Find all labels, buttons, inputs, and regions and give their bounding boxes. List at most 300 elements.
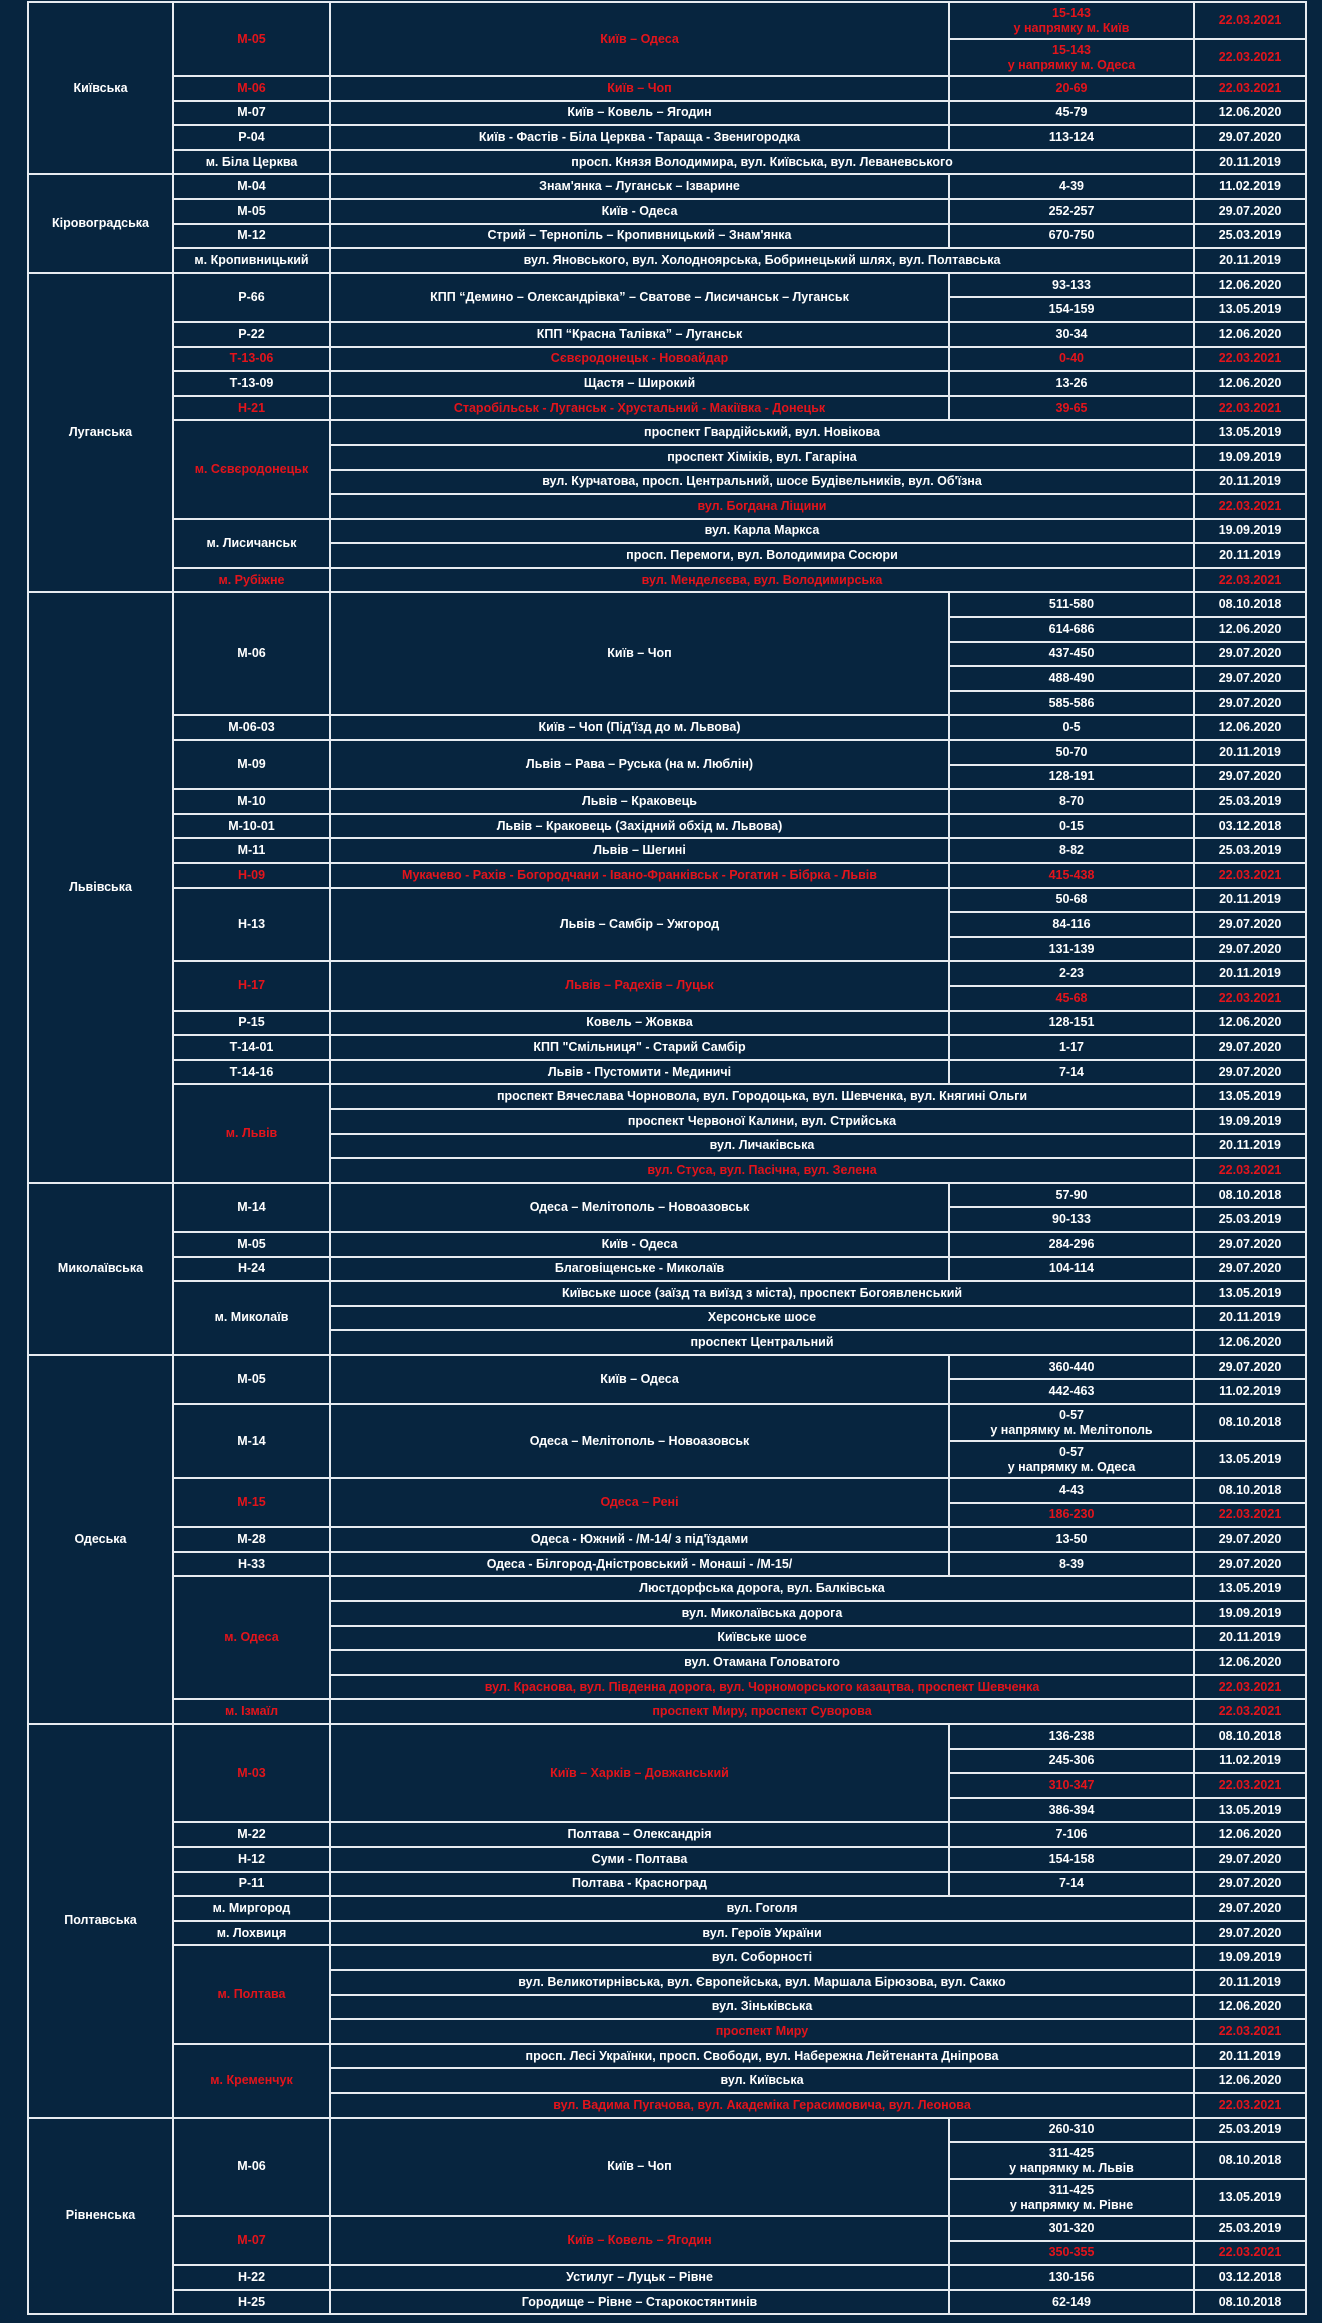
road-code-cell: М-14 — [173, 1404, 330, 1478]
km-range: 136-238 — [1048, 1728, 1095, 1743]
table-row — [28, 838, 1306, 863]
km-range: 0-57 — [1058, 1444, 1085, 1459]
date-cell: 20.11.2019 — [1194, 888, 1306, 913]
date-cell: 13.05.2019 — [1194, 420, 1306, 445]
region-cell: Полтавська — [28, 1724, 173, 2118]
table-row — [28, 2044, 1306, 2069]
km-range: 0-5 — [1062, 720, 1081, 735]
km-range: 57-90 — [1055, 1187, 1088, 1202]
date-cell: 11.02.2019 — [1194, 174, 1306, 199]
km-range: 13-50 — [1055, 1532, 1088, 1547]
date-cell: 29.07.2020 — [1194, 1921, 1306, 1946]
table-row — [28, 76, 1306, 101]
date-cell: 13.05.2019 — [1194, 1281, 1306, 1306]
streets-cell: проспект Вячеслава Чорновола, вул. Городоцька, вул. Шевченка, вул. Княгині Ольги — [330, 1084, 1194, 1109]
date-cell: 29.07.2020 — [1194, 1257, 1306, 1282]
date-cell: 12.06.2020 — [1194, 715, 1306, 740]
km-range-cell — [949, 125, 1194, 150]
road-name-cell: Київ – Ковель – Ягодин — [330, 2216, 949, 2265]
road-name-cell: Львів – Краковець — [330, 789, 949, 814]
km-range-cell — [949, 1822, 1194, 1847]
date-cell: 29.07.2020 — [1194, 691, 1306, 716]
road-name-cell: Львів – Шегині — [330, 838, 949, 863]
road-code-cell: М-10-01 — [173, 814, 330, 839]
road-name-cell: Львів - Пустомити - Мединичі — [330, 1060, 949, 1085]
date-cell: 20.11.2019 — [1194, 740, 1306, 765]
road-code-cell: М-05 — [173, 2, 330, 76]
km-range: 131-139 — [1048, 941, 1095, 956]
km-range: 260-310 — [1048, 2122, 1095, 2137]
road-code-cell: Т-13-09 — [173, 371, 330, 396]
road-code-cell: Н-24 — [173, 1257, 330, 1282]
km-range-cell — [949, 937, 1194, 962]
km-range-cell — [949, 2, 1194, 39]
km-range: 0-40 — [1058, 351, 1085, 366]
direction-note: у напрямку м. Рівне — [1009, 2197, 1134, 2212]
streets-cell: вул. Богдана Ліщини — [330, 494, 1194, 519]
region-cell: Луганська — [28, 273, 173, 593]
km-range-cell — [949, 347, 1194, 372]
date-cell: 12.06.2020 — [1194, 101, 1306, 126]
km-range: 90-133 — [1052, 1212, 1091, 1227]
table-row — [28, 396, 1306, 421]
table-row — [28, 789, 1306, 814]
date-cell: 22.03.2021 — [1194, 396, 1306, 421]
km-range-cell — [949, 691, 1194, 716]
km-range-cell — [949, 297, 1194, 322]
date-cell: 20.11.2019 — [1194, 1134, 1306, 1159]
date-cell: 22.03.2021 — [1194, 2019, 1306, 2044]
date-cell: 22.03.2021 — [1194, 1158, 1306, 1183]
road-code-cell: М-07 — [173, 101, 330, 126]
km-range-cell — [949, 174, 1194, 199]
region-cell: Кіровоградська — [28, 174, 173, 272]
road-code-cell: М-04 — [173, 174, 330, 199]
km-range: 104-114 — [1048, 1261, 1095, 1276]
date-cell: 29.07.2020 — [1194, 1060, 1306, 1085]
date-cell: 13.05.2019 — [1194, 1798, 1306, 1823]
date-cell: 22.03.2021 — [1194, 347, 1306, 372]
road-code-cell: Н-13 — [173, 888, 330, 962]
table-row — [28, 814, 1306, 839]
km-range: 284-296 — [1048, 1236, 1095, 1251]
table-row — [28, 1404, 1306, 1441]
road-code-cell: М-06 — [173, 592, 330, 715]
km-range: 154-159 — [1048, 302, 1095, 317]
city-cell: м. Рубіжне — [173, 568, 330, 593]
table-row — [28, 1011, 1306, 1036]
km-range-cell — [949, 1232, 1194, 1257]
km-range: 8-82 — [1058, 843, 1085, 858]
table-row — [28, 592, 1306, 617]
streets-cell: вул. Гоголя — [330, 1896, 1194, 1921]
km-range-cell — [949, 666, 1194, 691]
date-cell: 13.05.2019 — [1194, 1084, 1306, 1109]
km-range-cell — [949, 912, 1194, 937]
table-row — [28, 1060, 1306, 1085]
direction-note: у напрямку м. Мелітополь — [990, 1422, 1153, 1437]
streets-cell: Херсонське шосе — [330, 1306, 1194, 1331]
date-cell: 29.07.2020 — [1194, 642, 1306, 667]
road-name-cell: Одеса - Южний - /М-14/ з під'їздами — [330, 1527, 949, 1552]
city-cell: м. Лисичанськ — [173, 519, 330, 568]
date-cell: 13.05.2019 — [1194, 1441, 1306, 1478]
streets-cell: вул. Яновського, вул. Холодноярська, Бобринецький шлях, вул. Полтавська — [330, 248, 1194, 273]
km-range-cell — [949, 1552, 1194, 1577]
date-cell: 29.07.2020 — [1194, 765, 1306, 790]
date-cell: 29.07.2020 — [1194, 1232, 1306, 1257]
km-range: 154-158 — [1048, 1851, 1095, 1866]
km-range: 39-65 — [1055, 400, 1088, 415]
region-cell: Рівненська — [28, 2118, 173, 2315]
date-cell: 19.09.2019 — [1194, 1945, 1306, 1970]
km-range: 360-440 — [1048, 1359, 1095, 1374]
km-range: 245-306 — [1048, 1753, 1095, 1768]
region-cell: Київська — [28, 2, 173, 174]
table-row — [28, 1183, 1306, 1208]
km-range-cell — [949, 1773, 1194, 1798]
km-range-cell — [949, 1183, 1194, 1208]
km-range-cell — [949, 322, 1194, 347]
km-range-cell — [949, 1355, 1194, 1380]
km-range: 15-143 — [1052, 42, 1091, 57]
road-name-cell: Одеса – Мелітополь – Новоазовськ — [330, 1183, 949, 1232]
table-row — [28, 248, 1306, 273]
road-code-cell: Т-13-06 — [173, 347, 330, 372]
road-code-cell: Р-66 — [173, 273, 330, 322]
km-range: 442-463 — [1048, 1384, 1095, 1399]
road-code-cell: М-12 — [173, 224, 330, 249]
streets-cell: вул. Київська — [330, 2068, 1194, 2093]
km-range: 50-70 — [1055, 744, 1088, 759]
km-range: 311-425 — [1048, 2182, 1095, 2197]
table-row — [28, 715, 1306, 740]
city-cell: м. Кременчук — [173, 2044, 330, 2118]
table-row — [28, 1945, 1306, 1970]
table-row — [28, 1232, 1306, 1257]
date-cell: 29.07.2020 — [1194, 1847, 1306, 1872]
road-code-cell: М-07 — [173, 2216, 330, 2265]
km-range: 614-686 — [1048, 621, 1095, 636]
km-range-cell — [949, 838, 1194, 863]
date-cell: 22.03.2021 — [1194, 986, 1306, 1011]
date-cell: 20.11.2019 — [1194, 1306, 1306, 1331]
city-cell: м. Миколаїв — [173, 1281, 330, 1355]
road-code-cell: Р-11 — [173, 1872, 330, 1897]
km-range-cell — [949, 2216, 1194, 2241]
date-cell: 20.11.2019 — [1194, 150, 1306, 175]
km-range: 93-133 — [1052, 277, 1091, 292]
road-name-cell: Полтава – Олександрія — [330, 1822, 949, 1847]
table-row — [28, 863, 1306, 888]
table-row — [28, 347, 1306, 372]
region-cell: Одеська — [28, 1355, 173, 1724]
km-range-cell — [949, 2265, 1194, 2290]
region-cell: Миколаївська — [28, 1183, 173, 1355]
date-cell: 29.07.2020 — [1194, 125, 1306, 150]
city-cell: м. Миргород — [173, 1896, 330, 1921]
date-cell: 19.09.2019 — [1194, 445, 1306, 470]
km-range: 15-143 — [1052, 5, 1091, 20]
km-range-cell — [949, 1441, 1194, 1478]
km-range-cell — [949, 1503, 1194, 1528]
km-range-cell — [949, 715, 1194, 740]
km-range-cell — [949, 76, 1194, 101]
road-name-cell: Устилуг – Луцьк – Рівне — [330, 2265, 949, 2290]
date-cell: 20.11.2019 — [1194, 470, 1306, 495]
km-range-cell — [949, 592, 1194, 617]
table-row — [28, 1257, 1306, 1282]
date-cell: 25.03.2019 — [1194, 2118, 1306, 2143]
streets-cell: вул. Героїв України — [330, 1921, 1194, 1946]
km-range-cell — [949, 1847, 1194, 1872]
streets-cell: просп. Князя Володимира, вул. Київська, вул. Леваневського — [330, 150, 1194, 175]
date-cell: 20.11.2019 — [1194, 248, 1306, 273]
km-range-cell — [949, 1060, 1194, 1085]
km-range: 50-68 — [1055, 892, 1088, 907]
km-range: 13-26 — [1055, 375, 1088, 390]
road-code-cell: М-03 — [173, 1724, 330, 1822]
km-range: 386-394 — [1048, 1802, 1095, 1817]
km-range: 8-39 — [1058, 1556, 1085, 1571]
date-cell: 13.05.2019 — [1194, 297, 1306, 322]
date-cell: 22.03.2021 — [1194, 1675, 1306, 1700]
streets-cell: Київське шосе (заїзд та виїзд з міста), проспект Богоявленський — [330, 1281, 1194, 1306]
city-cell: м. Біла Церква — [173, 150, 330, 175]
road-name-cell: КПП “Демино – Олександрівка” – Сватове – Лисичанськ – Луганськ — [330, 273, 949, 322]
table-row — [28, 1724, 1306, 1749]
road-name-cell: Київ – Одеса — [330, 2, 949, 76]
date-cell: 25.03.2019 — [1194, 838, 1306, 863]
road-code-cell: Н-09 — [173, 863, 330, 888]
date-cell: 22.03.2021 — [1194, 2093, 1306, 2118]
road-name-cell: Київ – Чоп (Під'їзд до м. Львова) — [330, 715, 949, 740]
road-code-cell: М-06-03 — [173, 715, 330, 740]
km-range-cell — [949, 789, 1194, 814]
city-cell: м. Сєвєродонецьк — [173, 420, 330, 518]
road-code-cell: М-05 — [173, 1355, 330, 1404]
road-code-cell: М-05 — [173, 1232, 330, 1257]
date-cell: 11.02.2019 — [1194, 1379, 1306, 1404]
road-code-cell: М-05 — [173, 199, 330, 224]
date-cell: 03.12.2018 — [1194, 2265, 1306, 2290]
table-row — [28, 1847, 1306, 1872]
table-row — [28, 2265, 1306, 2290]
km-range-cell — [949, 765, 1194, 790]
km-range: 7-14 — [1058, 1064, 1085, 1079]
streets-cell: проспект Миру — [330, 2019, 1194, 2044]
road-name-cell: Львів – Радехів – Луцьк — [330, 961, 949, 1010]
table-row — [28, 1527, 1306, 1552]
table-row — [28, 888, 1306, 913]
date-cell: 22.03.2021 — [1194, 76, 1306, 101]
road-code-cell: М-15 — [173, 1478, 330, 1527]
km-range-cell — [949, 1207, 1194, 1232]
road-name-cell: КПП "Смільниця" - Старий Самбір — [330, 1035, 949, 1060]
road-name-cell: Щастя – Широкий — [330, 371, 949, 396]
streets-cell: вул. Соборності — [330, 1945, 1194, 1970]
road-name-cell: Одеса – Мелітополь – Новоазовськ — [330, 1404, 949, 1478]
road-name-cell: Київ - Фастів - Біла Церква - Тараща - Звенигородка — [330, 125, 949, 150]
date-cell: 08.10.2018 — [1194, 592, 1306, 617]
table-row — [28, 1084, 1306, 1109]
streets-cell: вул. Великотирнівська, вул. Європейська, вул. Маршала Бірюзова, вул. Сакко — [330, 1970, 1194, 1995]
km-range-cell — [949, 1798, 1194, 1823]
table-row — [28, 224, 1306, 249]
table-row — [28, 740, 1306, 765]
km-range: 415-438 — [1048, 867, 1095, 882]
date-cell: 12.06.2020 — [1194, 1995, 1306, 2020]
km-range-cell — [949, 1011, 1194, 1036]
table-row — [28, 2118, 1306, 2143]
km-range: 0-15 — [1058, 818, 1085, 833]
km-range-cell — [949, 1379, 1194, 1404]
date-cell: 08.10.2018 — [1194, 2142, 1306, 2179]
date-cell: 19.09.2019 — [1194, 1109, 1306, 1134]
date-cell: 29.07.2020 — [1194, 1035, 1306, 1060]
date-cell: 12.06.2020 — [1194, 1011, 1306, 1036]
road-name-cell: Київ – Чоп — [330, 76, 949, 101]
km-range-cell — [949, 1478, 1194, 1503]
road-code-cell: Р-15 — [173, 1011, 330, 1036]
road-code-cell: Н-33 — [173, 1552, 330, 1577]
date-cell: 13.05.2019 — [1194, 1576, 1306, 1601]
km-range: 8-70 — [1058, 794, 1085, 809]
table-row — [28, 1699, 1306, 1724]
road-name-cell: Одеса – Рені — [330, 1478, 949, 1527]
city-cell: м. Лохвиця — [173, 1921, 330, 1946]
date-cell: 19.09.2019 — [1194, 519, 1306, 544]
streets-cell: вул. Стуса, вул. Пасічна, вул. Зелена — [330, 1158, 1194, 1183]
date-cell: 08.10.2018 — [1194, 2290, 1306, 2315]
road-name-cell: Сєвєродонецьк - Новоайдар — [330, 347, 949, 372]
road-name-cell: Суми - Полтава — [330, 1847, 949, 1872]
road-code-cell: М-28 — [173, 1527, 330, 1552]
road-code-cell: М-22 — [173, 1822, 330, 1847]
streets-cell: вул. Вадима Пугачова, вул. Академіка Герасимовича, вул. Леонова — [330, 2093, 1194, 2118]
date-cell: 12.06.2020 — [1194, 273, 1306, 298]
road-name-cell: Київ - Одеса — [330, 199, 949, 224]
road-name-cell: Городище – Рівне – Старокостянтинів — [330, 2290, 949, 2315]
direction-note: у напрямку м. Київ — [1013, 20, 1130, 35]
km-range-cell — [949, 2118, 1194, 2143]
km-range: 20-69 — [1055, 80, 1088, 95]
km-range: 186-230 — [1048, 1507, 1095, 1522]
date-cell: 22.03.2021 — [1194, 568, 1306, 593]
city-cell: м. Полтава — [173, 1945, 330, 2043]
km-range: 4-43 — [1058, 1482, 1085, 1497]
road-name-cell: Старобільськ - Луганськ - Хрустальний - Макіївка - Донецьк — [330, 396, 949, 421]
date-cell: 29.07.2020 — [1194, 199, 1306, 224]
km-range-cell — [949, 642, 1194, 667]
table-row — [28, 1552, 1306, 1577]
km-range: 252-257 — [1048, 203, 1095, 218]
road-code-cell: М-06 — [173, 2118, 330, 2217]
table-row — [28, 1281, 1306, 1306]
km-range: 437-450 — [1048, 646, 1095, 661]
road-code-cell: М-10 — [173, 789, 330, 814]
road-code-cell: М-09 — [173, 740, 330, 789]
km-range: 511-580 — [1048, 597, 1095, 612]
table-row — [28, 1576, 1306, 1601]
date-cell: 29.07.2020 — [1194, 1355, 1306, 1380]
streets-cell: вул. Карла Маркса — [330, 519, 1194, 544]
date-cell: 12.06.2020 — [1194, 371, 1306, 396]
table-row — [28, 273, 1306, 298]
date-cell: 22.03.2021 — [1194, 1699, 1306, 1724]
km-range: 4-39 — [1058, 179, 1085, 194]
km-range-cell — [949, 986, 1194, 1011]
km-range-cell — [949, 371, 1194, 396]
road-name-cell: Київ – Харків – Довжанський — [330, 1724, 949, 1822]
date-cell: 29.07.2020 — [1194, 1896, 1306, 1921]
km-range-cell — [949, 1724, 1194, 1749]
road-repair-table — [27, 1, 1307, 2315]
date-cell: 29.07.2020 — [1194, 912, 1306, 937]
km-range-cell — [949, 2142, 1194, 2179]
date-cell: 29.07.2020 — [1194, 1552, 1306, 1577]
road-code-cell: Н-21 — [173, 396, 330, 421]
date-cell: 20.11.2019 — [1194, 961, 1306, 986]
road-name-cell: Одеса - Білгород-Дністровський - Монаші - /М-15/ — [330, 1552, 949, 1577]
direction-note: у напрямку м. Одеса — [1007, 1459, 1136, 1474]
date-cell: 03.12.2018 — [1194, 814, 1306, 839]
date-cell: 29.07.2020 — [1194, 1872, 1306, 1897]
km-range: 128-151 — [1048, 1015, 1095, 1030]
direction-note: у напрямку м. Львів — [1009, 2160, 1134, 2175]
road-code-cell: Р-22 — [173, 322, 330, 347]
road-code-cell: Т-14-16 — [173, 1060, 330, 1085]
road-name-cell: Київ - Одеса — [330, 1232, 949, 1257]
road-name-cell: Полтава - Красноград — [330, 1872, 949, 1897]
km-range-cell — [949, 199, 1194, 224]
date-cell: 12.06.2020 — [1194, 322, 1306, 347]
km-range: 0-57 — [1058, 1407, 1085, 1422]
date-cell: 20.11.2019 — [1194, 1970, 1306, 1995]
date-cell: 22.03.2021 — [1194, 863, 1306, 888]
streets-cell: вул. Отамана Головатого — [330, 1650, 1194, 1675]
date-cell: 19.09.2019 — [1194, 1601, 1306, 1626]
table-row — [28, 1896, 1306, 1921]
road-code-cell: Н-22 — [173, 2265, 330, 2290]
road-name-cell: Київ – Чоп — [330, 2118, 949, 2217]
date-cell: 22.03.2021 — [1194, 1503, 1306, 1528]
table-row — [28, 322, 1306, 347]
km-range: 7-14 — [1058, 1876, 1085, 1891]
city-cell: м. Одеса — [173, 1576, 330, 1699]
road-name-cell: Мукачево - Рахів - Богородчани - Івано-Франківськ - Рогатин - Бібрка - Львів — [330, 863, 949, 888]
km-range-cell — [949, 888, 1194, 913]
table-row — [28, 568, 1306, 593]
km-range-cell — [949, 2241, 1194, 2266]
streets-cell: проспект Хіміків, вул. Гагаріна — [330, 445, 1194, 470]
city-cell: м. Кропивницький — [173, 248, 330, 273]
road-name-cell: КПП “Красна Талівка” – Луганськ — [330, 322, 949, 347]
km-range-cell — [949, 863, 1194, 888]
date-cell: 25.03.2019 — [1194, 1207, 1306, 1232]
km-range-cell — [949, 961, 1194, 986]
road-name-cell: Львів – Самбір – Ужгород — [330, 888, 949, 962]
date-cell: 20.11.2019 — [1194, 1626, 1306, 1651]
km-range-cell — [949, 2290, 1194, 2315]
date-cell: 12.06.2020 — [1194, 1822, 1306, 1847]
km-range: 585-586 — [1048, 695, 1095, 710]
table-row — [28, 1035, 1306, 1060]
streets-cell: вул. Личаківська — [330, 1134, 1194, 1159]
date-cell: 20.11.2019 — [1194, 543, 1306, 568]
road-name-cell: Знам'янка – Луганськ – Ізварине — [330, 174, 949, 199]
km-range-cell — [949, 814, 1194, 839]
